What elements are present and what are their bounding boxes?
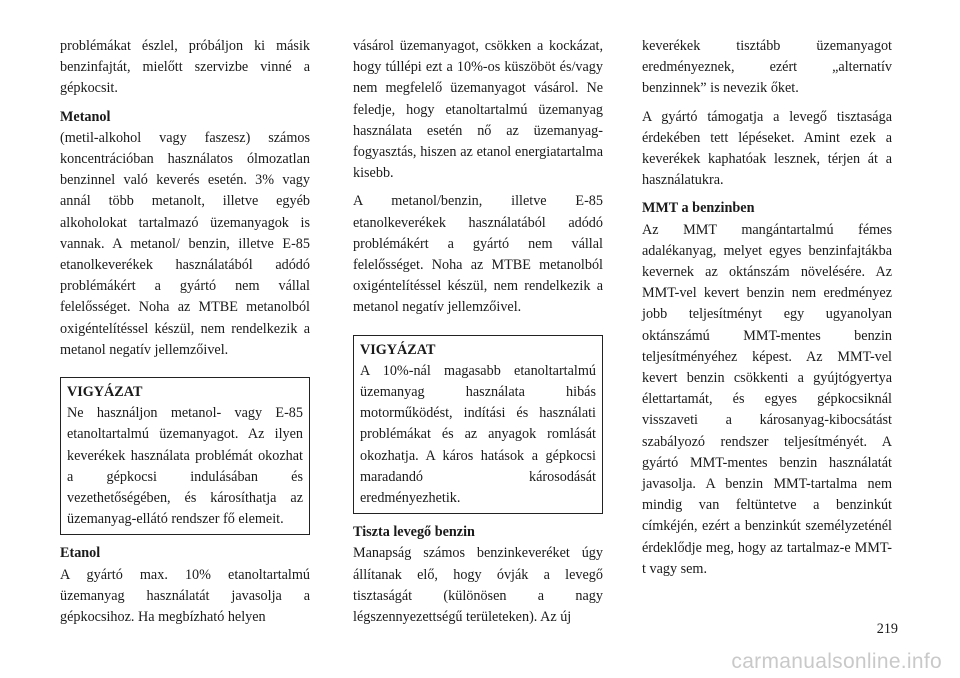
watermark: carmanualsonline.info	[731, 650, 942, 673]
column-left	[60, 36, 310, 635]
heading-mmt: MMT a benzinben	[642, 200, 755, 217]
column-middle	[353, 36, 603, 635]
paragraph-metanol-benzin: A metanol/benzin, illetve E-85 etanolkeverékek használatából adódó problémákért a gyártó nem vállal felelősséget. Noha az MTBE metanolból oxigéntelítéssel készül, nem rendelkezik a metanol negatív jellemzőivel.	[353, 193, 603, 316]
paragraph-tamogatas: A gyártó támogatja a levegő tisztasága érdekében tett lépéseket. Amint ezek a keverékek kaphatóak lesznek, térjen át a használatukra.	[642, 108, 892, 189]
warning-title: VIGYÁZAT	[360, 341, 436, 358]
warning-box-etanol	[353, 335, 603, 515]
warning-text: A 10%-nál magasabb etanoltartalmú üzemanyag használata hibás motorműködést, indítási és használati problémákat és az anyagok romlását okozhatja. A káros hatások a gépkocsi maradandó károsodását eredményezhetik.	[360, 362, 596, 507]
heading-etanol: Etanol	[60, 545, 101, 562]
paragraph-tiszta-levego: Manapság számos benzinkeveréket úgy állítanak elő, hogy óvják a levegő tisztaságát (különösen a nagy légszennyezettségű területeken). Az új	[353, 545, 603, 626]
paragraph-etanol-cont: vásárol üzemanyagot, csökken a kockázat, hogy túllépi ezt a 10%-os küszöböt és/vagy nem megfelelő üzemanyagot vásárol. Ne feledje, hogy etanoltartalmú üzemanyag használata esetén nő az üzemanyag-fogyasztás, hiszen az etanol energiatartalma kisebb.	[353, 38, 603, 182]
paragraph-alternativ: keverékek tisztább üzemanyagot eredményeznek, ezért „alternatív benzinnek” is nevezik őket.	[642, 38, 892, 97]
heading-metanol: Metanol	[60, 108, 111, 125]
heading-tiszta-levego: Tiszta levegő benzin	[353, 524, 475, 541]
paragraph-intro: problémákat észlel, próbáljon ki másik benzinfajtát, mielőtt szervizbe vinné a gépkocsit.	[60, 38, 310, 97]
warning-text: Ne használjon metanol- vagy E-85 etanoltartalmú üzemanyagot. Az ilyen keverékek használata problémát okozhat a gépkocsi indulásában és vezethetőségében, és károsíthatja az üzemanyag-ellátó rendszer fő elemeit.	[67, 405, 303, 528]
paragraph-metanol: (metil-alkohol vagy faszesz) számos koncentrációban használatos ólmozatlan benzinnel való keverés esetén. 3% vagy annál több metanolt, illetve egyéb alkoholokat tartalmazó üzemanyagok is vannak. A metanol/ benzin, illetve E-85 etanolkeverékek használatából adódó problémákért a gyártó nem vállal felelősséget. Noha az MTBE metanolból oxigéntelítéssel készül, nem rendelkezik a metanol negatív jellemzőivel.	[60, 129, 310, 358]
page-number: 219	[876, 621, 898, 637]
column-right	[642, 36, 892, 587]
paragraph-etanol: A gyártó max. 10% etanoltartalmú üzemanyag használatát javasolja a gépkocsihoz. Ha megbízható helyen	[60, 566, 310, 626]
warning-box-metanol	[60, 377, 310, 535]
paragraph-mmt: Az MMT mangántartalmú fémes adalékanyag, melyet egyes benzinfajtákba kevernek az oktánszám növelésére. Az MMT-vel kevert benzin nem eredményez jobb teljesítményt egy ugyanolyan oktánszámú MMT-mentes benzin teljesítményéhez képest. Az MMT-vel kevert benzin csökkenti a gyújtógyertya élettartamát, és egyes gépkocsiknál visszaveti a károsanyag-kibocsátást szabályozó rendszer teljesítményét. A gyártó MMT-mentes benzin használatát javasolja. A benzin MMT-tartalma nem mindig van feltüntetve a benzinkút címkéjén, ezért a benzinkút személyzeténél érdeklődje meg, hogy az tartalmaz-e MMT-t vagy sem.	[642, 221, 892, 577]
warning-title: VIGYÁZAT	[67, 384, 143, 401]
